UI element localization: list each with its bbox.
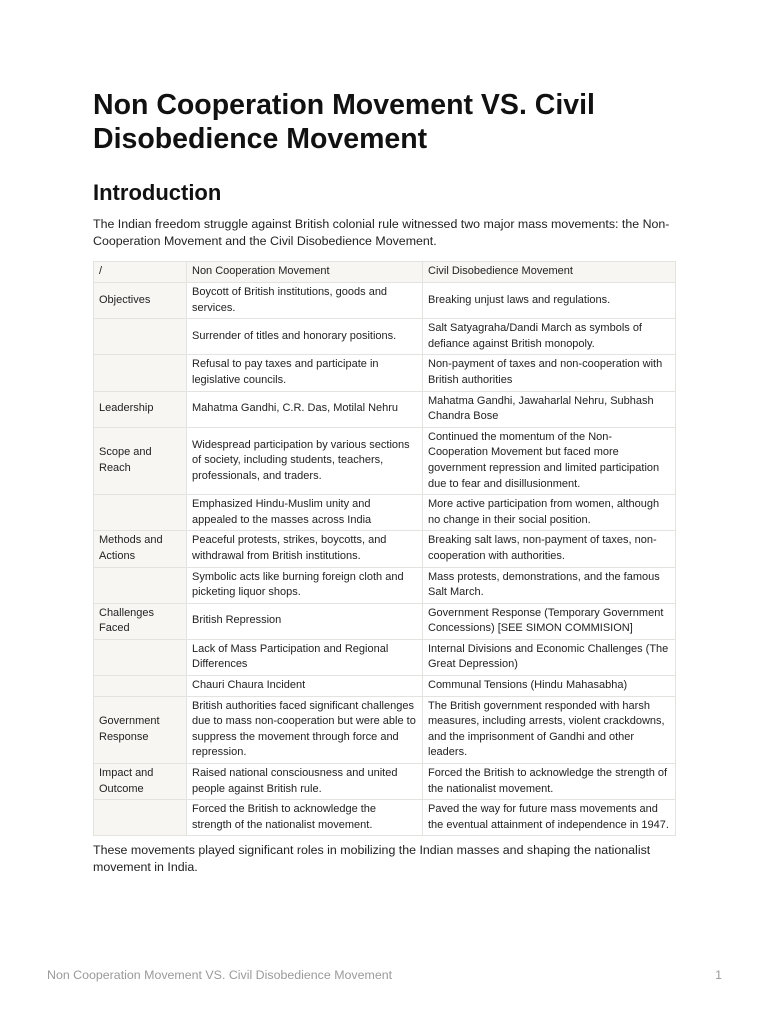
row-category-cell: Government Response bbox=[94, 696, 187, 763]
non-cooperation-cell: British Repression bbox=[187, 603, 423, 639]
non-cooperation-cell: Symbolic acts like burning foreign cloth and picketing liquor shops. bbox=[187, 567, 423, 603]
row-category-cell: Scope and Reach bbox=[94, 427, 187, 494]
page-title: Non Cooperation Movement VS. Civil Disobedience Movement bbox=[93, 89, 595, 155]
non-cooperation-cell: Peaceful protests, strikes, boycotts, and withdrawal from British institutions. bbox=[187, 531, 423, 567]
table-header-row bbox=[94, 262, 676, 283]
table-row bbox=[94, 639, 676, 675]
non-cooperation-cell: Raised national consciousness and united people against British rule. bbox=[187, 764, 423, 800]
row-category-cell: Methods and Actions bbox=[94, 531, 187, 567]
table-row bbox=[94, 319, 676, 355]
non-cooperation-cell: Boycott of British institutions, goods and services. bbox=[187, 283, 423, 319]
table-row bbox=[94, 696, 676, 763]
civil-disobedience-cell: Salt Satyagraha/Dandi March as symbols of defiance against British monopoly. bbox=[423, 319, 676, 355]
civil-disobedience-cell: Communal Tensions (Hindu Mahasabha) bbox=[423, 676, 676, 697]
civil-disobedience-cell: More active participation from women, although no change in their social position. bbox=[423, 495, 676, 531]
row-category-cell bbox=[94, 319, 187, 355]
civil-disobedience-cell: Paved the way for future mass movements and the eventual attainment of independence in 1947. bbox=[423, 800, 676, 836]
row-category-cell: Leadership bbox=[94, 391, 187, 427]
document-body bbox=[93, 88, 675, 876]
civil-disobedience-cell: Government Response (Temporary Government Concessions) [SEE SIMON COMMISION] bbox=[423, 603, 676, 639]
page-footer bbox=[47, 968, 722, 982]
intro-paragraph: The Indian freedom struggle against British colonial rule witnessed two major mass movements: the Non-Cooperation Movement and the Civil Disobedience Movement. bbox=[93, 217, 670, 248]
non-cooperation-cell: Lack of Mass Participation and Regional Differences bbox=[187, 639, 423, 675]
table-header-cell: Civil Disobedience Movement bbox=[423, 262, 676, 283]
table-row bbox=[94, 676, 676, 697]
civil-disobedience-cell: Internal Divisions and Economic Challenges (The Great Depression) bbox=[423, 639, 676, 675]
non-cooperation-cell: Surrender of titles and honorary positions. bbox=[187, 319, 423, 355]
row-category-cell bbox=[94, 676, 187, 697]
row-category-cell: Challenges Faced bbox=[94, 603, 187, 639]
table-row bbox=[94, 495, 676, 531]
row-category-cell bbox=[94, 567, 187, 603]
civil-disobedience-cell: Breaking salt laws, non-payment of taxes, non-cooperation with authorities. bbox=[423, 531, 676, 567]
row-category-cell bbox=[94, 800, 187, 836]
civil-disobedience-cell: Forced the British to acknowledge the strength of the nationalist movement. bbox=[423, 764, 676, 800]
non-cooperation-cell: Chauri Chaura Incident bbox=[187, 676, 423, 697]
table-row bbox=[94, 283, 676, 319]
civil-disobedience-cell: Mahatma Gandhi, Jawaharlal Nehru, Subhash Chandra Bose bbox=[423, 391, 676, 427]
page-number: 1 bbox=[715, 968, 722, 982]
non-cooperation-cell: Refusal to pay taxes and participate in legislative councils. bbox=[187, 355, 423, 391]
non-cooperation-cell: British authorities faced significant challenges due to mass non-cooperation but were able to suppress the movement through force and repression. bbox=[187, 696, 423, 763]
row-category-cell bbox=[94, 355, 187, 391]
table-row bbox=[94, 603, 676, 639]
section-heading: Introduction bbox=[93, 180, 222, 205]
comparison-table bbox=[93, 261, 676, 836]
non-cooperation-cell: Widespread participation by various sections of society, including students, teachers, professionals, and traders. bbox=[187, 427, 423, 494]
row-category-cell: Impact and Outcome bbox=[94, 764, 187, 800]
civil-disobedience-cell: Mass protests, demonstrations, and the famous Salt March. bbox=[423, 567, 676, 603]
civil-disobedience-cell: Non-payment of taxes and non-cooperation with British authorities bbox=[423, 355, 676, 391]
table-row bbox=[94, 427, 676, 494]
table-row bbox=[94, 355, 676, 391]
civil-disobedience-cell: Continued the momentum of the Non-Cooperation Movement but faced more government repression and limited participation due to fear and disillusionment. bbox=[423, 427, 676, 494]
conclusion-paragraph: These movements played significant roles in mobilizing the Indian masses and shaping the nationalist movement in India. bbox=[93, 843, 651, 875]
table-header-cell: Non Cooperation Movement bbox=[187, 262, 423, 283]
non-cooperation-cell: Forced the British to acknowledge the strength of the nationalist movement. bbox=[187, 800, 423, 836]
non-cooperation-cell: Emphasized Hindu-Muslim unity and appealed to the masses across India bbox=[187, 495, 423, 531]
table-header-cell: / bbox=[94, 262, 187, 283]
row-category-cell: Objectives bbox=[94, 283, 187, 319]
table-row bbox=[94, 567, 676, 603]
row-category-cell bbox=[94, 639, 187, 675]
civil-disobedience-cell: Breaking unjust laws and regulations. bbox=[423, 283, 676, 319]
table-row bbox=[94, 800, 676, 836]
table-row bbox=[94, 531, 676, 567]
footer-title: Non Cooperation Movement VS. Civil Disobedience Movement bbox=[47, 968, 393, 982]
non-cooperation-cell: Mahatma Gandhi, C.R. Das, Motilal Nehru bbox=[187, 391, 423, 427]
table-row bbox=[94, 764, 676, 800]
civil-disobedience-cell: The British government responded with harsh measures, including arrests, violent crackdowns, and the imprisonment of Gandhi and other leaders. bbox=[423, 696, 676, 763]
row-category-cell bbox=[94, 495, 187, 531]
table-row bbox=[94, 391, 676, 427]
comparison-table-body bbox=[94, 262, 676, 836]
